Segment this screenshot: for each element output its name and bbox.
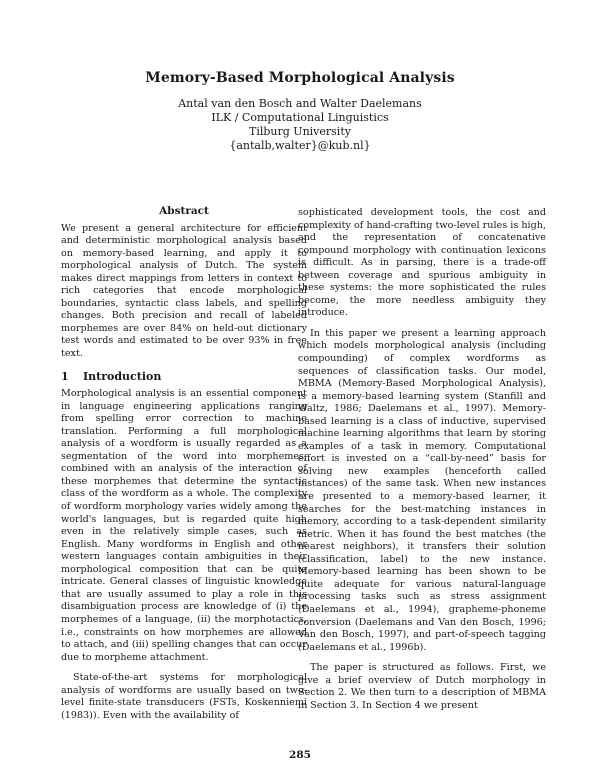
- author-block: [0, 97, 600, 153]
- abstract-heading: Abstract: [159, 205, 209, 217]
- section-number: 1: [61, 369, 69, 383]
- paper-title: Memory-Based Morphological Analysis: [145, 70, 455, 86]
- right-paragraph-2: In this paper we present a learning approach which models morphological analysis (including compounding) of complex wordforms as sequences of classification tasks. Our model, MBMA (Memory-Based Morphological Analysis), is a memory-based learning system (Stanfill and Waltz, 1986; Daelemans et al., 1997). Memory-based learning is a class of inductive, supervised machine learning algorithms that learn by storing examples of a task in memory. Computational effort is invested on a “call-by-need” basis for solving new examples (henceforth called instances) of the same task. When new instances are presented to a memory-based learner, it searches for the best-matching instances in memory, according to a task-dependent similarity metric. When it has found the best matches (the nearest neighbors), it transfers their solution (classification, label) to the new instance. Memory-based learning has been shown to be quite adequate for various natural-language processing tasks such as stress assignment (Daelemans et al., 1994), grapheme-phoneme conversion (Daelemans and Van den Bosch, 1996; Van den Bosch, 1997), and part-of-speech tagging (Daelemans et al., 1996b).: [298, 327, 546, 653]
- author-email: {antalb,walter}@kub.nl}: [229, 139, 371, 152]
- right-column: [298, 207, 546, 712]
- author-affiliation: ILK / Computational Linguistics: [211, 111, 389, 124]
- left-column: [61, 205, 307, 722]
- right-paragraph-3: The paper is structured as follows. First, we give a brief overview of Dutch morphology in Section 2. We then turn to a description of MBMA in Section 3. In Section 4 we present: [298, 662, 546, 711]
- author-names: Antal van den Bosch and Walter Daelemans: [178, 97, 422, 110]
- intro-paragraph-2: State-of-the-art systems for morphological analysis of wordforms are usually based on two-level finite-state transducers (FSTs, Koskenniemi (1983)). Even with the availability of: [61, 672, 307, 721]
- page-number: 285: [289, 749, 311, 761]
- author-university: Tilburg University: [249, 125, 351, 138]
- intro-paragraph-1: Morphological analysis is an essential component in language engineering applications ranging from spelling error correction to machine translation. Performing a full morphological analysis of a wordform is usually regarded as a segmentation of the word into morphemes, combined with an analysis of the interaction of these morphemes that determine the syntactic class of the wordform as a whole. The complexity of wordform morphology varies widely among the world's languages, but is regarded quite high even in the relatively simple cases, such as English. Many wordforms in English and other western languages contain ambiguities in their morphological composition that can be quite intricate. General classes of linguistic knowledge that are usually assumed to play a role in this disambiguation process are knowledge of (i) the morphemes of a language, (ii) the morphotactics, i.e., constraints on how morphemes are allowed to attach, and (iii) spelling changes that can occur due to morpheme attachment.: [61, 388, 307, 663]
- abstract-text: We present a general architecture for efficient and deterministic morphological analysis based on memory-based learning, and apply it to morphological analysis of Dutch. The system makes direct mappings from letters in context to rich categories that encode morphological boundaries, syntactic class labels, and spelling changes. Both precision and recall of labeled morphemes are over 84% on held-out dictionary test words and estimated to be over 93% in free text.: [61, 222, 307, 360]
- right-paragraph-1: sophisticated development tools, the cost and complexity of hand-crafting two-level rules is high, and the representation of concatenative compound morphology with continuation lexicons is difficult. As in parsing, there is a trade-off between coverage and spurious ambiguity in these systems: the more sophisticated the rules become, the more needless ambiguity they introduce.: [298, 207, 546, 319]
- section-heading: [61, 371, 307, 384]
- section-title: Introduction: [83, 369, 162, 383]
